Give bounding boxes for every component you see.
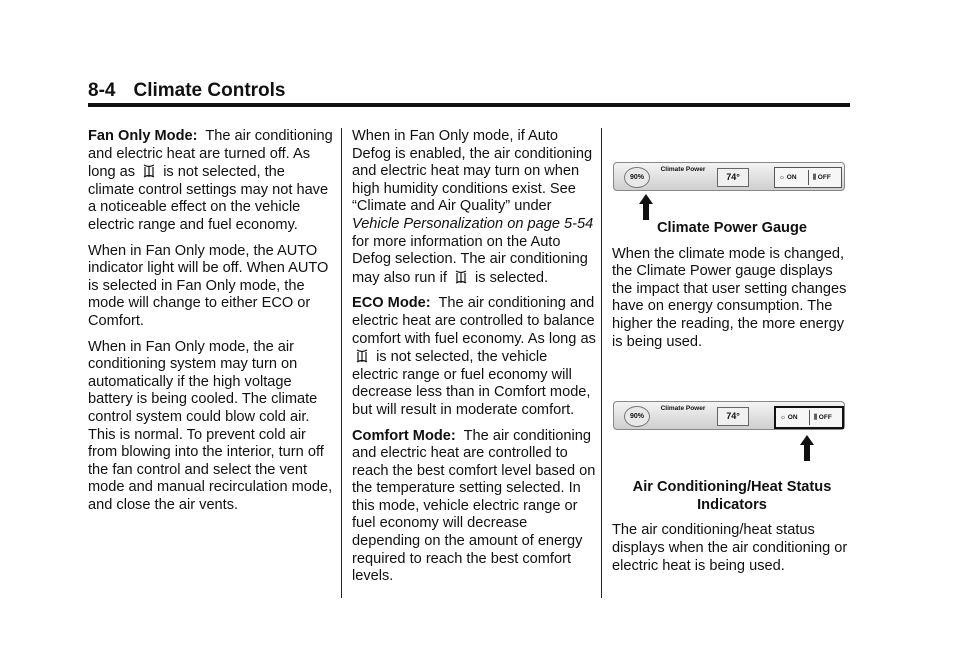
auto-defog-text: When in Fan Only mode, if Auto Defog is enabled, the air conditioning and electric heat may turn on when high humidity conditions exist. See “Climate and Air Quality” under [352, 128, 593, 215]
cold-air-paragraph: When in Fan Only mode, the air conditioning system may turn on automatically if the high voltage battery is being cooled. The climate control system could blow cold air. This is normal. To prevent cold air from blowing into the interior, turn off the fan control and select the vent mode and manual recirculation mode, and close the air vents. [88, 338, 333, 513]
indicator-separator [808, 170, 809, 185]
climate-power-label: Climate Power [660, 166, 706, 173]
fan-only-paragraph [88, 128, 333, 235]
up-arrow-icon [800, 435, 814, 461]
up-arrow-icon [639, 194, 653, 220]
column-1 [88, 128, 333, 522]
column-3 [612, 128, 852, 583]
comfort-mode-paragraph [352, 428, 597, 586]
fan-only-text: The air conditioning and electric heat are turned off. As long as [88, 128, 333, 181]
ac-symbol-icon [142, 163, 156, 179]
fan-only-label: Fan Only Mode: [88, 128, 198, 144]
ac-symbol-icon [355, 348, 369, 364]
comfort-mode-text: The air conditioning and electric heat are controlled to reach the best comfort level based on the temperature setting selected. In this mode, vehicle electric range or fuel economy will decrease depending on the amount of energy required to reach the best comfort levels. [352, 427, 596, 585]
column-divider-1 [341, 128, 342, 598]
status-description: The air conditioning/heat status displays when the air conditioning or electric heat is being used. [612, 522, 848, 574]
eco-mode-text-2: is not selected, the vehicle electric range or fuel economy will decrease less than in Comfort mode, but will result in moderate comfort. [352, 349, 591, 418]
auto-indicator-paragraph: When in Fan Only mode, the AUTO indicator light will be off. When AUTO is selected in Fan Only mode, the mode will change to either ECO or Comfort. [88, 242, 329, 329]
column-divider-2 [601, 128, 602, 598]
ac-symbol-icon [454, 269, 468, 285]
fan-only-text-2: is not selected, the climate control settings may not have a noticeable effect on the vehicle electric range and fuel economy. [88, 164, 329, 233]
climate-power-label-2: Climate Power [660, 405, 706, 413]
section-title: Climate Controls [133, 80, 286, 101]
climate-display-strip-2 [613, 401, 845, 430]
header-rule [88, 103, 850, 107]
status-indicators-highlighted [774, 406, 844, 429]
heat-off-indicator-2: ⫼ OFF [814, 414, 832, 422]
eco-mode-label: ECO Mode: [352, 295, 431, 312]
off-label: OFF [817, 174, 831, 181]
climate-power-gauge-figure [612, 128, 852, 220]
indicator-separator-2 [809, 410, 810, 425]
on-label-2: ON [787, 414, 798, 422]
temperature-display-2: 74° [717, 407, 749, 426]
ac-on-indicator: ☼ ON [779, 174, 797, 181]
gauge-description: When the climate mode is changed, the Climate Power gauge displays the impact that user setting changes have on energy consumption. The higher the reading, the more energy is being used. [612, 245, 847, 350]
page-header [88, 80, 286, 102]
eco-mode-text: The air conditioning and electric heat are controlled to balance comfort with fuel economy. As long as [352, 295, 596, 347]
off-label-2: OFF [818, 414, 832, 422]
auto-defog-paragraph [352, 128, 597, 287]
power-percent-gauge: 90% [624, 167, 650, 188]
status-indicators [774, 167, 842, 188]
eco-mode-paragraph [352, 295, 597, 419]
figure-caption-2: Air Conditioning/Heat Status Indicators [632, 479, 832, 513]
climate-display-strip [613, 162, 845, 191]
temperature-display: 74° [717, 168, 749, 187]
auto-defog-text-2: for more information on the Auto Defog selection. The air conditioning may also run if [352, 233, 588, 286]
figure-caption-1: Climate Power Gauge [656, 220, 808, 236]
column-2 [352, 128, 597, 594]
on-label: ON [786, 174, 797, 181]
power-percent-gauge-2: 90% [624, 406, 650, 427]
heat-off-indicator: ⫼ OFF [813, 174, 831, 181]
ac-on-indicator-2: ☼ ON [780, 414, 798, 422]
personalization-link[interactable]: Vehicle Personalization on page 5-54 [352, 215, 594, 232]
comfort-mode-label: Comfort Mode: [352, 427, 456, 444]
status-indicators-figure [612, 359, 852, 479]
auto-defog-text-3: is selected. [475, 269, 549, 286]
page-number: 8-4 [88, 80, 116, 101]
